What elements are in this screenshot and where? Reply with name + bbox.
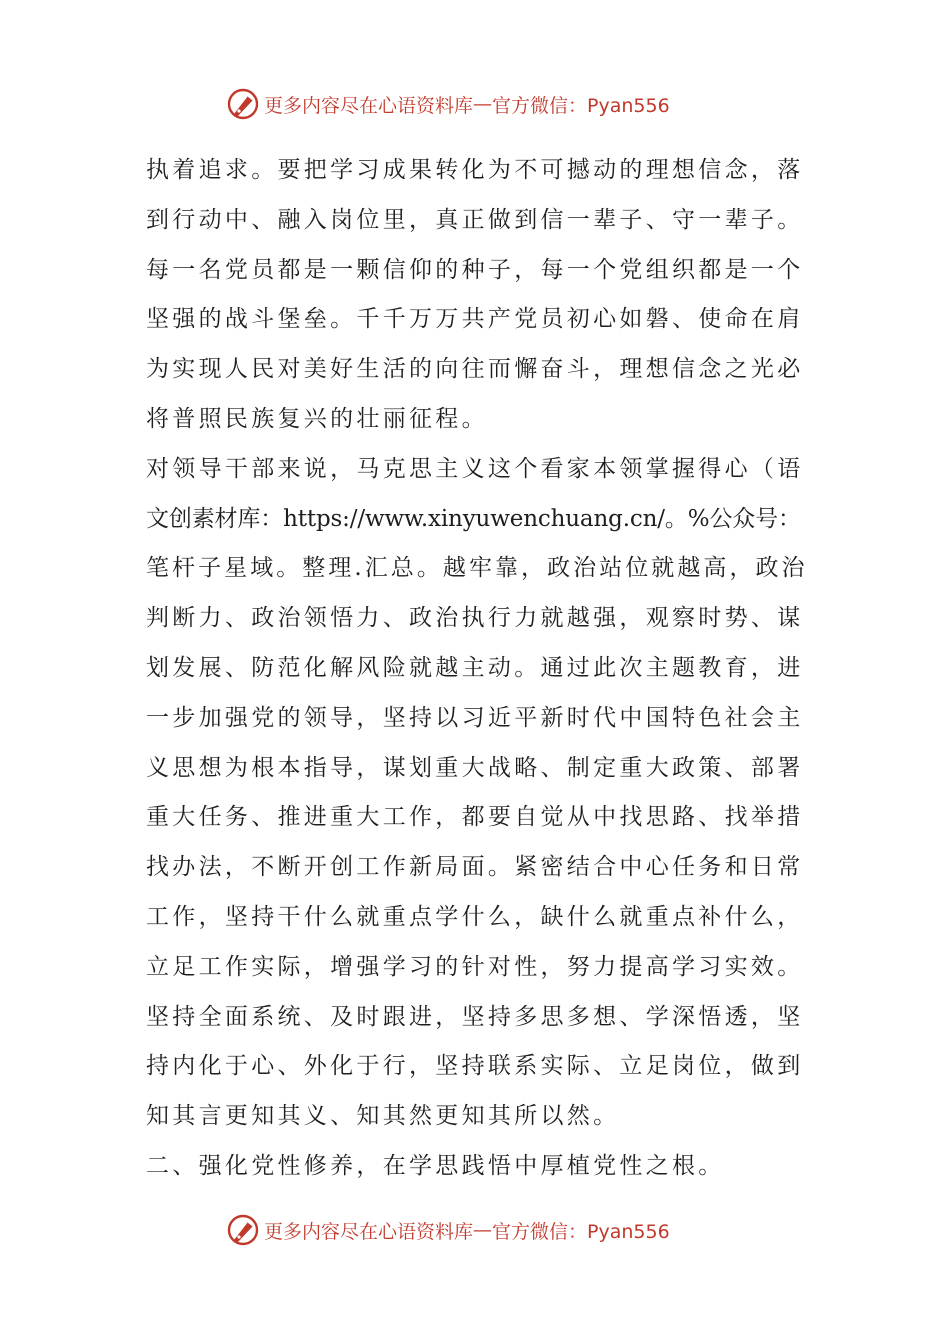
header-wechat-text: 官方微信：Pyan556 [492,94,670,117]
text-line-url: 文创素材库：https://www.xinyuwenchuang.cn/。%公众号： [146,505,801,532]
text-line: 持内化于心、外化于行，坚持联系实际、立足岗位，做到 [146,1053,804,1080]
text-line: 每一名党员都是一颗信仰的种子，每一个党组织都是一个 [146,256,804,283]
footer-banner [226,1210,670,1250]
text-line: 将普照民族复兴的壮丽征程。 [146,405,488,432]
text-line: 坚持全面系统、及时跟进，坚持多思多想、学深悟透，坚 [146,1003,804,1030]
text-line: 重大任务、推进重大工作，都要自觉从中找思路、找举措 [146,804,804,831]
header-brand-text: 更多内容尽在心语资料库 [264,94,474,117]
footer-dash: — [473,1219,493,1241]
section-heading: 二、强化党性修养，在学思践悟中厚植党性之根。 [146,1152,725,1179]
text-line: 找办法，不断开创工作新局面。紧密结合中心任务和日常 [146,854,804,881]
text-line: 工作，坚持干什么就重点学什么，缺什么就重点补什么， [146,903,804,930]
footer-wechat-text: 官方微信：Pyan556 [492,1220,670,1243]
text-line: 坚强的战斗堡垒。千千万万共产党员初心如磐、使命在肩 [146,306,804,333]
text-line: 一步加强党的领导，坚持以习近平新时代中国特色社会主 [146,704,804,731]
text-line: 划发展、防范化解风险就越主动。通过此次主题教育，进 [146,654,804,681]
text-line: 笔杆子星域。整理.汇总。越牢靠，政治站位就越高，政治 [146,555,808,582]
text-line: 判断力、政治领悟力、政治执行力就越强，观察时势、谋 [146,605,804,632]
text-line: 到行动中、融入岗位里，真正做到信一辈子、守一辈子。 [146,206,804,233]
text-line: 执着追求。要把学习成果转化为不可撼动的理想信念，落 [146,157,804,183]
header-dash: — [473,93,493,115]
header-banner [226,84,670,124]
text-line: 为实现人民对美好生活的向往而懈奋斗，理想信念之光必 [146,356,804,383]
text-line: 义思想为根本指导，谋划重大战略、制定重大政策、部署 [146,754,804,781]
document-body [146,146,808,1192]
pen-nib-circle-icon [226,1213,260,1247]
footer-brand-text: 更多内容尽在心语资料库 [264,1220,474,1243]
pen-nib-circle-icon [226,87,260,121]
text-line: 立足工作实际，增强学习的针对性，努力提高学习实效。 [146,953,804,980]
text-line: 对领导干部来说，马克思主义这个看家本领掌握得心（语 [146,455,804,482]
text-line: 知其言更知其义、知其然更知其所以然。 [146,1103,620,1130]
